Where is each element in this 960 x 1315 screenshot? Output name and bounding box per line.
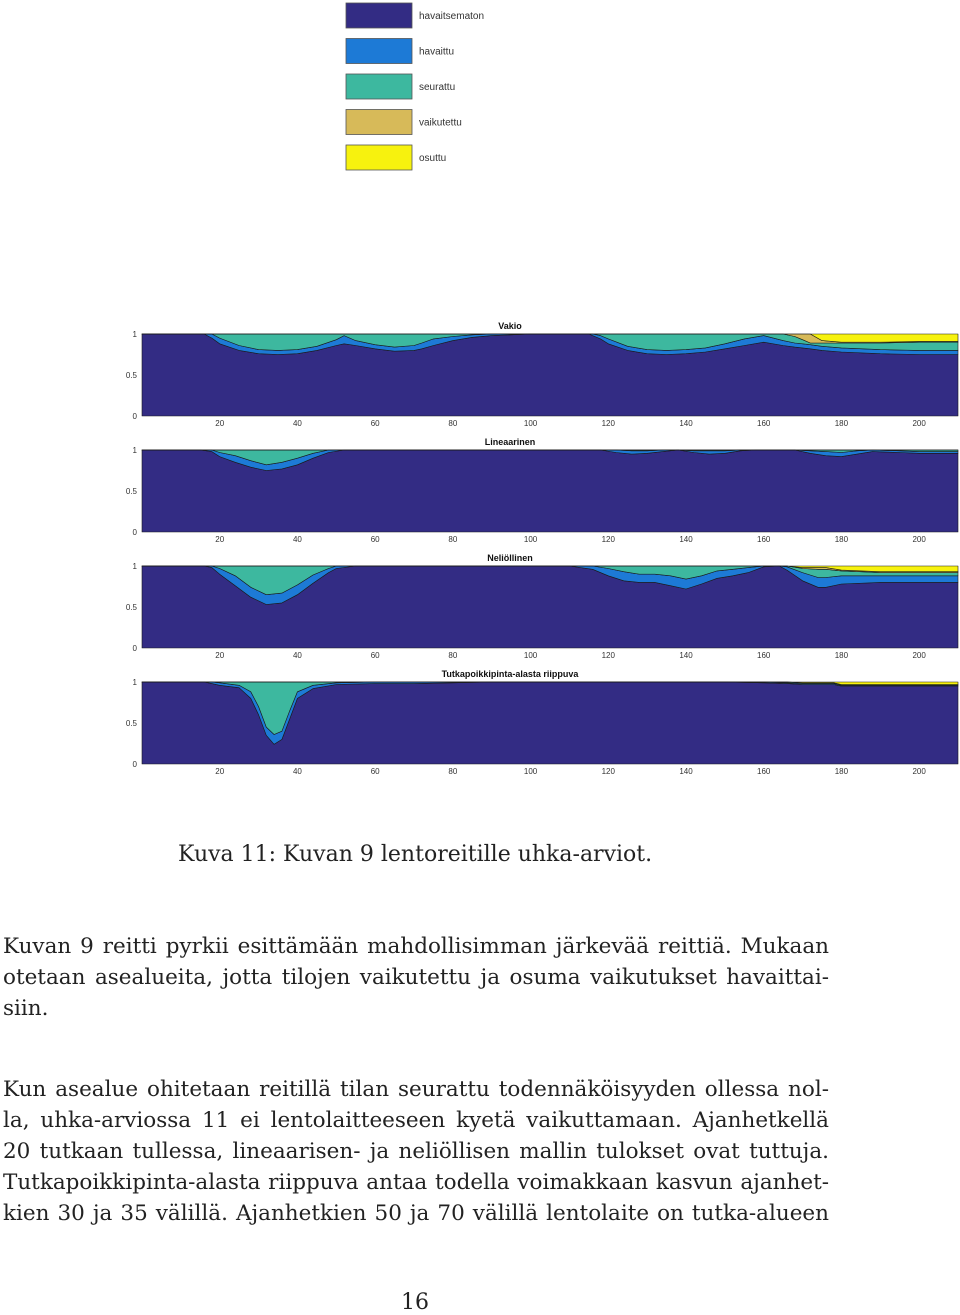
y-tick-label: 0.5: [125, 487, 137, 496]
x-tick-label: 60: [370, 651, 380, 660]
x-tick-label: 200: [912, 651, 926, 660]
x-tick-label: 40: [292, 767, 302, 776]
x-tick-label: 80: [448, 767, 458, 776]
x-tick-label: 20: [215, 535, 225, 544]
page-number: 16: [401, 1290, 429, 1315]
chart-panel: [126, 437, 958, 544]
panel-title: Tutkapoikkipinta-alasta riippuva: [441, 669, 579, 679]
y-tick-label: 0: [132, 644, 137, 653]
legend-label: havaitsematon: [419, 11, 485, 22]
x-tick-label: 160: [757, 535, 771, 544]
x-tick-label: 20: [215, 419, 225, 428]
y-tick-label: 0.5: [125, 719, 137, 728]
legend-label: seurattu: [419, 82, 456, 93]
x-tick-label: 180: [834, 651, 849, 660]
x-tick-label: 80: [448, 651, 458, 660]
x-tick-label: 200: [912, 419, 926, 428]
panel-title: Neliöllinen: [487, 553, 533, 563]
legend-label: osuttu: [419, 153, 447, 164]
legend-swatch: [346, 74, 412, 99]
paragraph-2: [3, 1074, 829, 1229]
x-tick-label: 140: [679, 419, 693, 428]
chart-panel: [126, 669, 958, 776]
y-tick-label: 1: [132, 330, 137, 339]
x-tick-label: 100: [523, 535, 538, 544]
x-tick-label: 20: [215, 767, 225, 776]
x-tick-label: 140: [679, 535, 693, 544]
chart-legend: [0, 0, 960, 200]
x-tick-label: 160: [757, 651, 771, 660]
x-tick-label: 40: [292, 651, 302, 660]
legend-swatch: [346, 110, 412, 135]
y-tick-label: 1: [132, 562, 137, 571]
legend-swatch: [346, 145, 412, 170]
x-tick-label: 180: [834, 419, 849, 428]
x-tick-label: 120: [601, 767, 615, 776]
x-tick-label: 60: [370, 419, 380, 428]
paragraph-line: kien 30 ja 35 välillä. Ajanhetkien 50 ja 70 välillä lentolaite on tutka-alueen: [3, 1201, 829, 1226]
y-tick-label: 0: [132, 412, 137, 421]
x-tick-label: 160: [757, 767, 771, 776]
y-tick-label: 1: [132, 678, 137, 687]
x-tick-label: 140: [679, 767, 693, 776]
x-tick-label: 100: [523, 767, 538, 776]
x-tick-label: 80: [448, 419, 458, 428]
y-tick-label: 0.5: [125, 371, 137, 380]
paragraph-line: siin.: [3, 996, 49, 1021]
x-tick-label: 100: [523, 651, 538, 660]
paragraph-line: la, uhka-arviossa 11 ei lentolaitteeseen kyetä vaikuttamaan. Ajanhetkellä: [3, 1108, 829, 1133]
paragraph-line: 20 tutkaan tullessa, lineaarisen- ja neliöllisen mallin tulokset ovat tuttuja.: [3, 1139, 829, 1164]
x-tick-label: 40: [292, 535, 302, 544]
threat-assessment-charts: [0, 300, 960, 800]
legend-swatch: [346, 39, 412, 64]
y-tick-label: 0.5: [125, 603, 137, 612]
x-tick-label: 180: [834, 535, 849, 544]
x-tick-label: 140: [679, 651, 693, 660]
x-tick-label: 100: [523, 419, 538, 428]
chart-panel: [126, 321, 958, 428]
y-tick-label: 0: [132, 528, 137, 537]
x-tick-label: 120: [601, 419, 615, 428]
legend-label: vaikutettu: [419, 117, 462, 129]
x-tick-label: 180: [834, 767, 849, 776]
paragraph-line: otetaan asealueita, jotta tilojen vaikutettu ja osuma vaikutukset havaittai-: [3, 965, 829, 990]
paragraph-1: [3, 931, 829, 1024]
x-tick-label: 200: [912, 535, 926, 544]
panel-title: Vakio: [498, 321, 522, 331]
x-tick-label: 40: [292, 419, 302, 428]
paragraph-line: Kun asealue ohitetaan reitillä tilan seurattu todennäköisyyden ollessa nol-: [3, 1077, 829, 1102]
y-tick-label: 0: [132, 760, 137, 769]
x-tick-label: 120: [601, 535, 615, 544]
x-tick-label: 20: [215, 651, 225, 660]
x-tick-label: 120: [601, 651, 615, 660]
x-tick-label: 80: [448, 535, 458, 544]
chart-panel: [126, 553, 958, 660]
x-tick-label: 200: [912, 767, 926, 776]
paragraph-line: Kuvan 9 reitti pyrkii esittämään mahdollisimman järkevää reittiä. Mukaan: [3, 934, 829, 959]
x-tick-label: 160: [757, 419, 771, 428]
figure-caption: Kuva 11: Kuvan 9 lentoreitille uhka-arviot.: [178, 842, 653, 867]
x-tick-label: 60: [370, 767, 380, 776]
legend-swatch: [346, 3, 412, 28]
paragraph-line: Tutkapoikkipinta-alasta riippuva antaa todella voimakkaan kasvun ajanhet-: [3, 1170, 829, 1195]
y-tick-label: 1: [132, 446, 137, 455]
legend-label: havaittu: [419, 46, 455, 58]
panel-title: Lineaarinen: [484, 437, 536, 447]
x-tick-label: 60: [370, 535, 380, 544]
